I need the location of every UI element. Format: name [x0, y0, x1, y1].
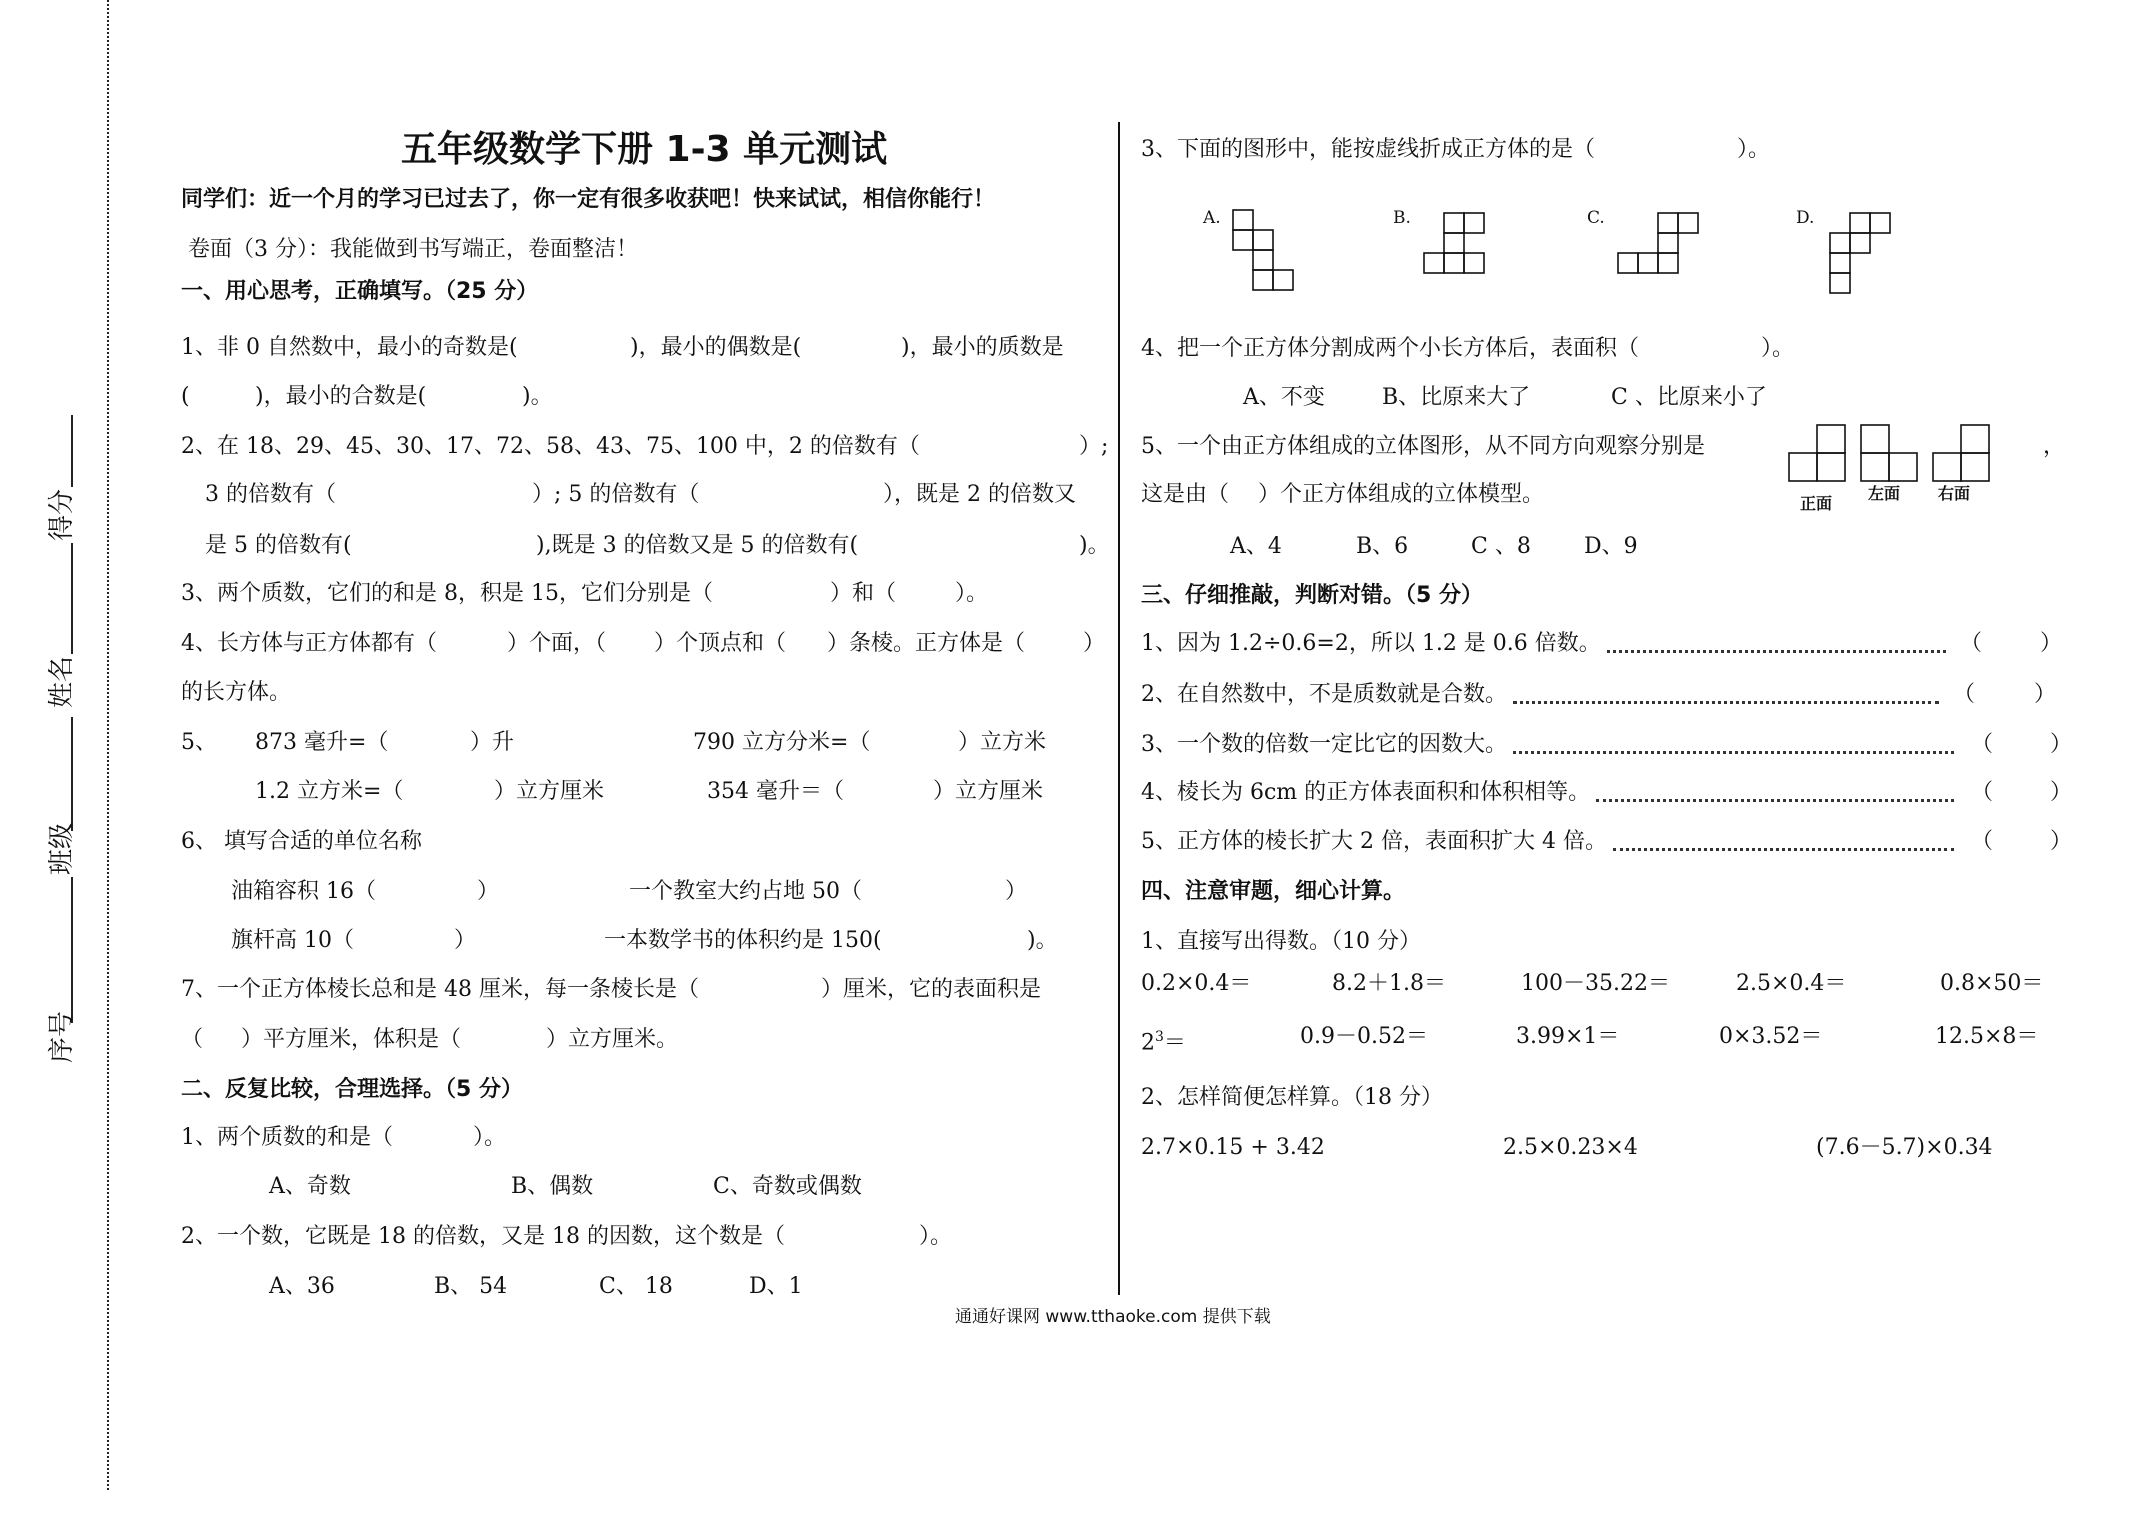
option: D、9	[1584, 534, 1638, 559]
text-segment: 旗杆高 10（	[231, 928, 354, 953]
dotted-leader	[1607, 636, 1946, 653]
section-1-heading: 一、用心思考，正确填写。（25 分）	[181, 279, 539, 304]
option: A、36	[269, 1274, 335, 1299]
text-segment: ）	[1005, 879, 1028, 904]
footer-credit: 通通好课网 www.tthaoke.com 提供下载	[955, 1307, 1271, 1327]
text-segment: 2、在 18、29、45、30、17、72、58、43、75、100 中，2 的倍数有（	[181, 434, 920, 459]
cube-net-a	[1232, 209, 1294, 291]
text-segment: ）立方米	[958, 730, 1047, 755]
text-segment: ）	[1083, 631, 1106, 656]
cube-net-d	[1829, 212, 1891, 294]
text-segment: 1.2 立方米=（	[255, 779, 404, 804]
class-label: 班级	[47, 823, 77, 876]
option: B、 54	[434, 1274, 508, 1299]
option: A、4	[1230, 534, 1282, 559]
option: D、1	[749, 1274, 803, 1299]
calc-item: 2.5×0.23×4	[1503, 1135, 1638, 1160]
net-label: B.	[1393, 208, 1411, 228]
answer-close: ）	[2034, 682, 2057, 707]
text-segment: 2、一个数，它既是 18 的倍数，又是 18 的因数，这个数是（	[181, 1224, 785, 1249]
option: C、 18	[599, 1274, 673, 1299]
right-view-label: 右面	[1938, 484, 1971, 503]
power-base: 2	[1141, 1030, 1155, 1056]
net-label: C.	[1587, 208, 1605, 228]
text-segment: )。	[522, 384, 553, 409]
text-segment: 3、两个质数，它们的和是 8，积是 15，它们分别是（	[181, 581, 713, 606]
text-segment: 1、两个质数的和是（	[181, 1125, 393, 1150]
class-underline	[71, 717, 73, 831]
text-segment: )，最小的质数是	[901, 335, 1064, 360]
calc-item: 8.2＋1.8＝	[1332, 971, 1446, 996]
calc-item-power	[1141, 1022, 1186, 1058]
text-segment: ）厘米，它的表面积是	[821, 977, 1042, 1002]
text-segment: 一本数学书的体积约是 150(	[604, 928, 882, 953]
answer-open: （	[1960, 631, 1983, 656]
text-segment: ）。	[919, 1224, 953, 1249]
judgement-item	[1141, 827, 1954, 857]
option: C 、8	[1471, 534, 1531, 559]
score-underline	[71, 415, 73, 487]
text-segment: 5、一个由正方体组成的立体图形，从不同方向观察分别是	[1141, 434, 1705, 459]
right-view-figure	[1932, 424, 1990, 482]
power-exponent: 3	[1155, 1029, 1164, 1045]
text-segment: 油箱容积 16（	[231, 879, 376, 904]
text-segment: 5、	[181, 730, 217, 755]
option: C 、比原来小了	[1611, 385, 1767, 410]
answer-open: （	[1971, 829, 1994, 854]
column-separator	[1118, 122, 1120, 1295]
equals-sign: ＝	[1163, 1030, 1186, 1056]
dotted-leader	[1513, 737, 1954, 754]
calc-item: 12.5×8＝	[1935, 1024, 2039, 1049]
calc-item: 2.5×0.4＝	[1736, 971, 1847, 996]
text-segment: ）平方厘米，体积是（	[241, 1027, 462, 1052]
text-segment: ）个顶点和（	[654, 631, 787, 656]
calc-item: 2.7×0.15 + 3.42	[1141, 1135, 1325, 1160]
text-segment: ）。	[1761, 336, 1795, 361]
name-label: 姓名	[47, 656, 77, 709]
option: A、不变	[1243, 385, 1325, 410]
section-4-heading: 四、注意审题，细心计算。	[1141, 879, 1406, 904]
text-segment: ）。	[955, 581, 989, 606]
front-view-figure	[1788, 424, 1846, 482]
calc-item: 0×3.52＝	[1719, 1024, 1823, 1049]
text-segment: )，最小的偶数是(	[630, 335, 802, 360]
calc-item: 0.2×0.4＝	[1141, 971, 1252, 996]
judgement-item	[1141, 629, 1946, 659]
text-segment: )，最小的合数是(	[255, 384, 427, 409]
text-segment: )。	[1027, 928, 1058, 953]
text-segment: 3、下面的图形中，能按虚线折成正方体的是（	[1141, 137, 1595, 162]
text-segment: 一个教室大约占地 50（	[629, 879, 862, 904]
text-segment: ），既是 2 的倍数又	[883, 482, 1076, 507]
text-segment: 354 毫升＝（	[707, 779, 844, 804]
text-segment: 1、非 0 自然数中，最小的奇数是(	[181, 335, 518, 360]
seat-label: 序号	[47, 1011, 77, 1064]
text-segment: 4、把一个正方体分割成两个小长方体后，表面积（	[1141, 336, 1639, 361]
cube-net-b	[1423, 212, 1485, 274]
option: B、6	[1356, 534, 1409, 559]
calc-item: 100－35.22＝	[1521, 971, 1670, 996]
answer-close: ）	[2050, 732, 2073, 757]
text-segment: ),既是 3 的倍数又是 5 的倍数有(	[536, 533, 859, 558]
answer-close: ）	[2050, 829, 2073, 854]
subquestion-2: 2、怎样简便怎样算。（18 分）	[1141, 1085, 1443, 1110]
calc-item: 0.9－0.52＝	[1300, 1024, 1428, 1049]
text-segment: ）立方厘米	[933, 779, 1044, 804]
text-segment: ）个正方体组成的立体模型。	[1258, 482, 1545, 507]
text-segment: )。	[1079, 533, 1110, 558]
text-segment: 790 立方分米=（	[693, 730, 871, 755]
option: A、奇数	[269, 1174, 351, 1199]
option: B、比原来大了	[1382, 385, 1531, 410]
text-segment: ）立方厘米	[494, 779, 605, 804]
neatness-note: 卷面（3 分）：我能做到书写端正，卷面整洁！	[188, 237, 638, 262]
answer-open: （	[1953, 682, 1976, 707]
text-segment: ）。	[1737, 137, 1771, 162]
net-label: D.	[1796, 208, 1815, 228]
text-segment: ）;	[1079, 434, 1109, 459]
front-view-label: 正面	[1800, 494, 1833, 513]
intro-text: 同学们：近一个月的学习已过去了，你一定有很多收获吧！快来试试，相信你能行！	[181, 187, 996, 212]
text-segment: ，	[2043, 434, 2066, 459]
text-segment: （	[181, 1027, 204, 1052]
judgement-item	[1141, 778, 1954, 808]
statement: 1、因为 1.2÷0.6=2，所以 1.2 是 0.6 倍数。	[1141, 631, 1601, 656]
page-title: 五年级数学下册 1-3 单元测试	[401, 129, 888, 170]
text-segment: (	[181, 384, 190, 409]
answer-close: ）	[2040, 631, 2063, 656]
option: B、偶数	[511, 1174, 594, 1199]
statement: 4、棱长为 6cm 的正方体表面积和体积相等。	[1141, 780, 1591, 805]
answer-open: （	[1971, 780, 1994, 805]
text-segment: 4、长方体与正方体都有（	[181, 631, 437, 656]
dotted-leader	[1613, 834, 1954, 851]
text-segment: ）升	[470, 730, 515, 755]
answer-close: ）	[2050, 780, 2073, 805]
calc-item: (7.6－5.7)×0.34	[1816, 1135, 1993, 1160]
net-label: A.	[1203, 208, 1221, 228]
section-2-heading: 二、反复比较，合理选择。（5 分）	[181, 1077, 523, 1102]
calc-item: 3.99×1＝	[1516, 1024, 1620, 1049]
judgement-item	[1141, 730, 1954, 760]
text-segment: 3 的倍数有（	[205, 482, 336, 507]
text-segment: ）	[477, 879, 500, 904]
subquestion-1: 1、直接写出得数。（10 分）	[1141, 929, 1421, 954]
text-segment: 7、一个正方体棱长总和是 48 厘米，每一条棱长是（	[181, 977, 699, 1002]
cube-net-c	[1617, 212, 1699, 274]
text-segment: 这是由（	[1141, 482, 1230, 507]
answer-open: （	[1971, 732, 1994, 757]
text-segment: 是 5 的倍数有(	[205, 533, 352, 558]
text-segment: ）; 5 的倍数有（	[532, 482, 700, 507]
left-view-label: 左面	[1868, 484, 1901, 503]
statement: 5、正方体的棱长扩大 2 倍，表面积扩大 4 倍。	[1141, 829, 1607, 854]
text-segment: ）。	[473, 1125, 507, 1150]
judgement-item	[1141, 680, 1939, 710]
text-segment: ）立方厘米。	[546, 1027, 679, 1052]
binding-dotted-line	[107, 0, 109, 1490]
text-segment: ）和（	[830, 581, 897, 606]
text-segment: ）个面，（	[507, 631, 607, 656]
dotted-leader	[1513, 687, 1939, 704]
text-segment: 873 毫升=（	[255, 730, 389, 755]
option: C、奇数或偶数	[713, 1174, 862, 1199]
section-3-heading: 三、仔细推敲，判断对错。（5 分）	[1141, 583, 1483, 608]
text-segment: 6、 填写合适的单位名称	[181, 829, 422, 854]
calc-item: 0.8×50＝	[1940, 971, 2044, 996]
left-view-figure	[1860, 424, 1918, 482]
text-segment: ）条棱。正方体是（	[827, 631, 1026, 656]
dotted-leader	[1596, 785, 1954, 802]
text-segment: 的长方体。	[181, 680, 292, 705]
name-underline	[71, 543, 73, 654]
statement: 3、一个数的倍数一定比它的因数大。	[1141, 732, 1507, 757]
statement: 2、在自然数中，不是质数就是合数。	[1141, 682, 1507, 707]
seat-underline	[71, 877, 73, 1023]
text-segment: ）	[454, 928, 477, 953]
score-label: 得分	[47, 489, 77, 542]
